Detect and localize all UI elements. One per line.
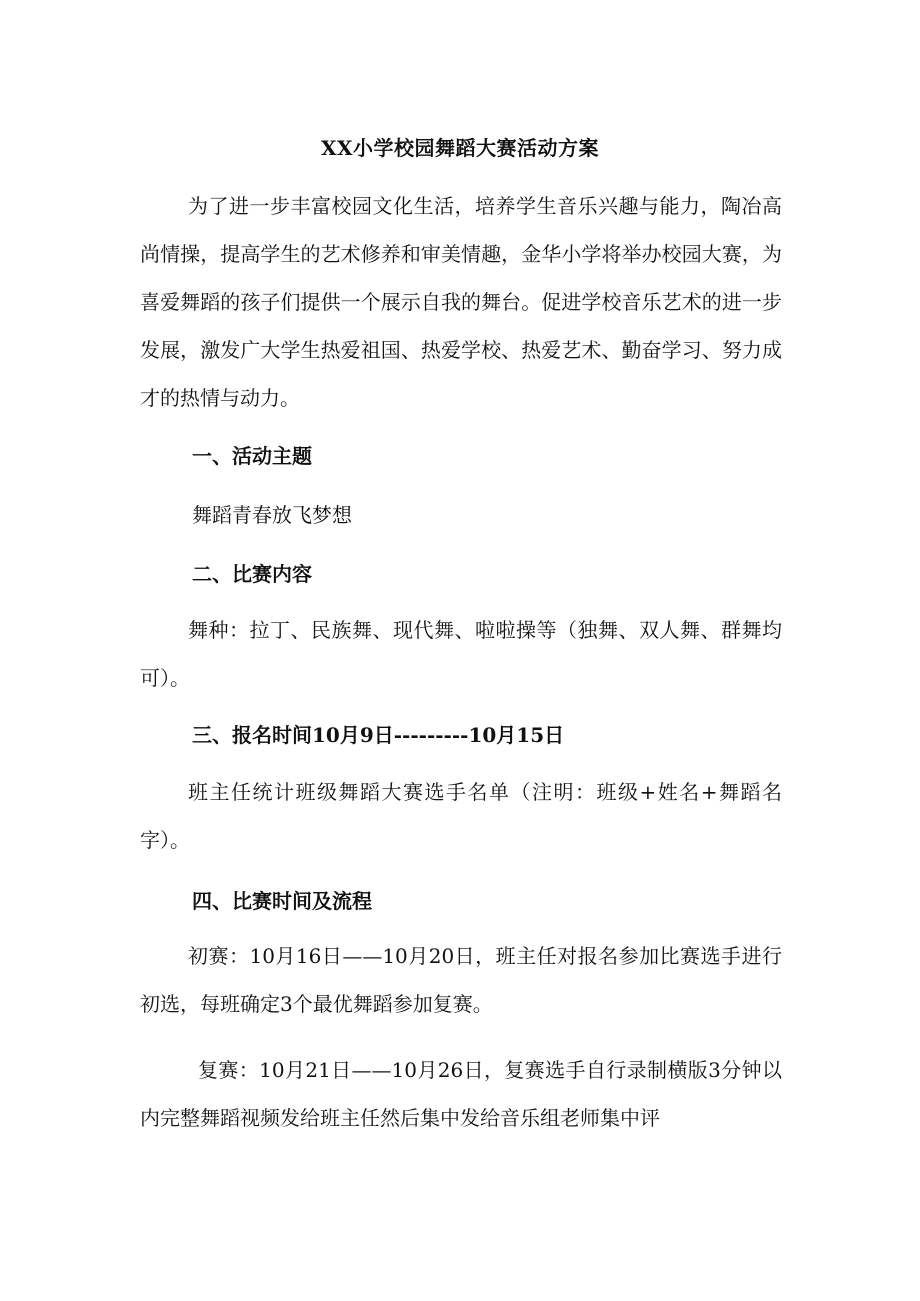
section-heading-registration: 三、报名时间10月9日---------10月15日 <box>192 723 565 747</box>
section-heading-schedule: 四、比赛时间及流程 <box>192 889 372 913</box>
section-body-preliminary: 初赛：10月16日——10月20日，班主任对报名参加比赛选手进行初选，每班确定3个最优舞蹈参加复赛。 <box>140 944 782 1016</box>
section-body-content: 舞种：拉丁、民族舞、现代舞、啦啦操等（独舞、双人舞、群舞均可）。 <box>140 618 782 690</box>
section-body-registration: 班主任统计班级舞蹈大赛选手名单（注明：班级+姓名+舞蹈名字）。 <box>140 780 782 852</box>
intro-paragraph: 为了进一步丰富校园文化生活，培养学生音乐兴趣与能力，陶冶高尚情操，提高学生的艺术修养和审美情趣，金华小学将举办校园大赛，为喜爱舞蹈的孩子们提供一个展示自我的舞台。促进学校音乐艺术的进一步发展，激发广大学生热爱祖国、热爱学校、热爱艺术、勤奋学习、努力成才的热情与动力。 <box>140 194 782 410</box>
section-body-semifinal: 复赛：10月21日——10月26日，复赛选手自行录制横版3分钟以内完整舞蹈视频发给班主任然后集中发给音乐组老师集中评 <box>140 1058 782 1130</box>
section-heading-content: 二、比赛内容 <box>192 562 312 586</box>
section-heading-theme: 一、活动主题 <box>192 444 312 468</box>
document-title: XX小学校园舞蹈大赛活动方案 <box>320 136 600 160</box>
section-body-theme: 舞蹈青春放飞梦想 <box>192 503 352 527</box>
